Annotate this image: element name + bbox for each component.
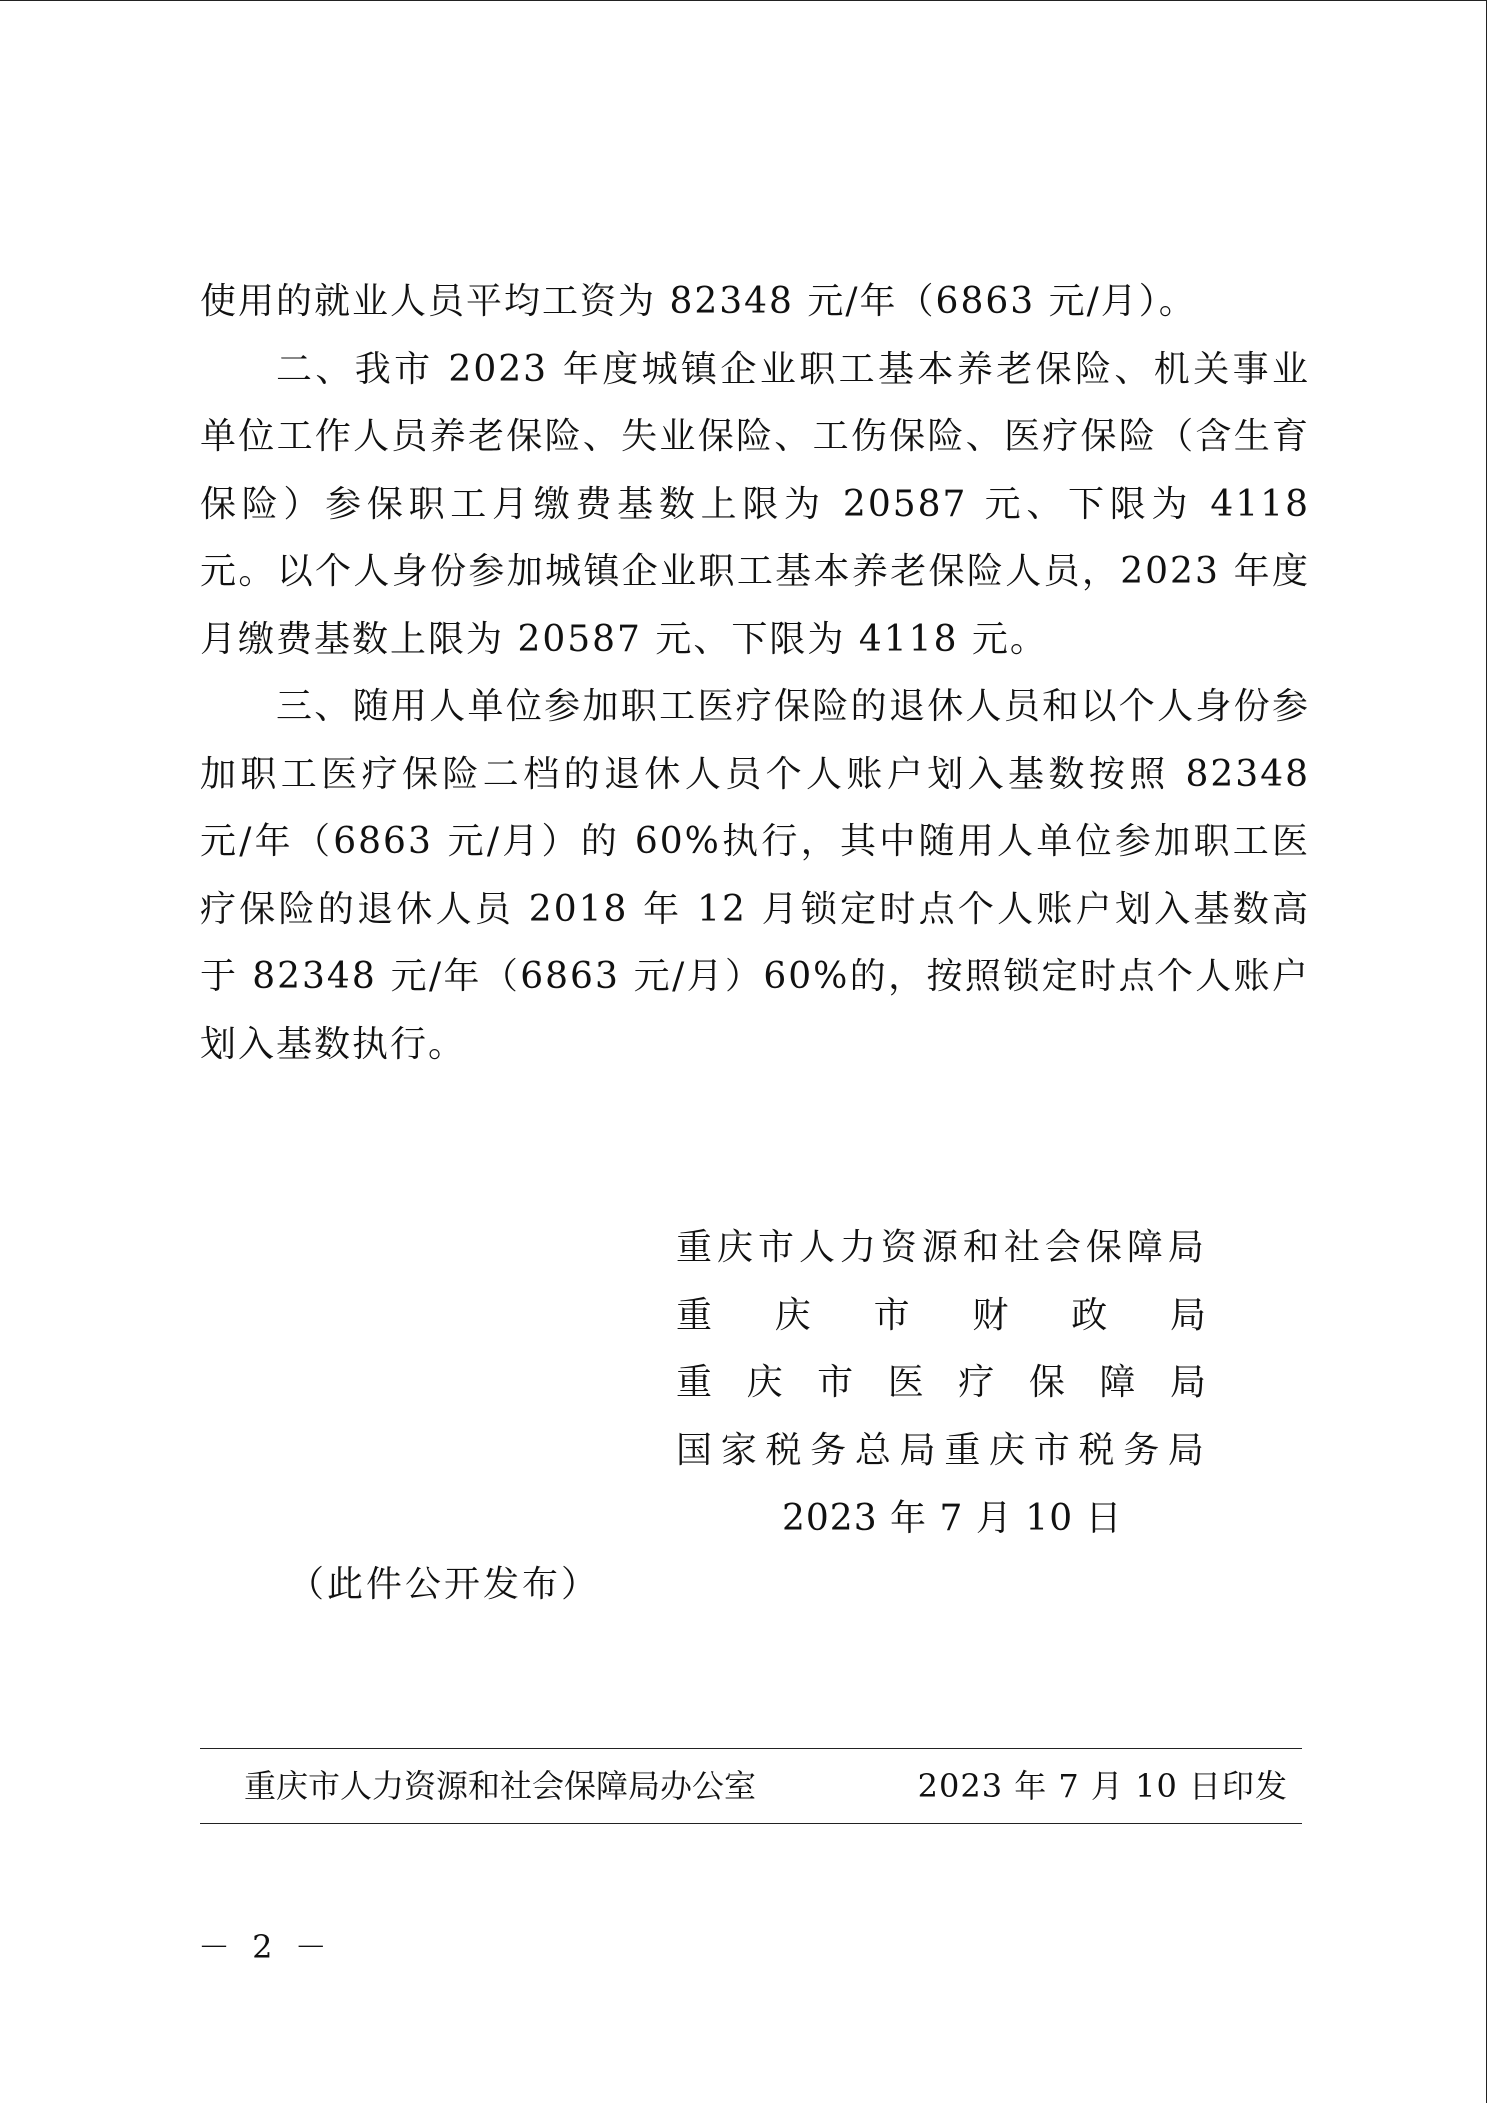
signatory-char: 局	[1169, 1294, 1206, 1336]
signatory-char: 总	[854, 1429, 893, 1471]
signatory-char: 税	[1078, 1429, 1117, 1471]
signatory-char: 重	[676, 1227, 715, 1268]
signatory-char: 市	[757, 1227, 796, 1268]
signatory-char: 市	[817, 1362, 854, 1403]
signatory-char: 家	[720, 1429, 759, 1471]
signatory-char: 局	[899, 1429, 938, 1471]
signatory-char: 资	[880, 1227, 919, 1268]
signature-block	[676, 1214, 1206, 1484]
footer-rule-bottom	[200, 1823, 1302, 1824]
signatory-char: 重	[676, 1362, 713, 1403]
page-number: － 2 －	[198, 1928, 333, 1966]
signatory-char: 政	[1071, 1294, 1108, 1336]
signatory-char: 和	[962, 1227, 1001, 1268]
signatory-char: 财	[972, 1294, 1009, 1336]
signatory-char: 庆	[774, 1294, 811, 1336]
signatory-char: 市	[873, 1294, 910, 1336]
public-release-note: （此件公开发布）	[288, 1564, 601, 1605]
signatory-char: 保	[1028, 1362, 1065, 1403]
signatory-char: 重	[944, 1429, 983, 1471]
signatory-char: 局	[1169, 1362, 1206, 1403]
signatory-char: 庆	[746, 1362, 783, 1403]
signatory-char: 医	[887, 1362, 924, 1403]
signatory-char: 会	[1044, 1227, 1083, 1268]
signatory-char: 务	[810, 1429, 849, 1471]
paragraph-item-3: 三、随用人单位参加职工医疗保险的退休人员和以个人身份参加职工医疗保险二档的退休人员个人账户划入基数按照 82348 元/年（6863 元/月）的 60%执行，其中随用人单位参加职工医疗保险的退休人员 2018 年 12 月锁定时点个人账户划入基数高于 82348 元/年（6863 元/月）60%的，按照锁定时点个人账户划入基数执行。	[200, 686, 1310, 1065]
signature-date: 2023 年 7 月 10 日	[782, 1498, 1123, 1539]
footer-issuer: 重庆市人力资源和社会保障局办公室	[244, 1767, 757, 1805]
signatory-char: 税	[765, 1429, 804, 1471]
signatory-char: 局	[1167, 1227, 1206, 1268]
signatory-char: 庆	[716, 1227, 755, 1268]
signatory-char: 社	[1003, 1227, 1042, 1268]
footer-issue-date: 2023 年 7 月 10 日印发	[917, 1767, 1288, 1805]
signatory-char: 庆	[989, 1429, 1028, 1471]
signatory-finance-bureau	[676, 1282, 1206, 1350]
signatory-char: 市	[1033, 1429, 1072, 1471]
footer-rule-top	[200, 1748, 1302, 1749]
signatory-char: 力	[839, 1227, 878, 1268]
signatory-char: 国	[676, 1429, 715, 1471]
signatory-char: 局	[1167, 1429, 1206, 1471]
signatory-char: 障	[1126, 1227, 1165, 1268]
signatory-char: 障	[1099, 1362, 1136, 1403]
signatory-char: 务	[1123, 1429, 1162, 1471]
signatory-tax-bureau	[676, 1417, 1206, 1485]
signatory-medical-security-bureau	[676, 1349, 1206, 1417]
paragraph-continuation: 使用的就业人员平均工资为 82348 元/年（6863 元/月）。	[200, 281, 1197, 322]
signatory-char: 人	[798, 1227, 837, 1268]
signatory-hrss-bureau	[676, 1214, 1206, 1282]
signatory-char: 疗	[958, 1362, 995, 1403]
signatory-char: 保	[1085, 1227, 1124, 1268]
signatory-char: 重	[676, 1294, 713, 1336]
paragraph-item-2: 二、我市 2023 年度城镇企业职工基本养老保险、机关事业单位工作人员养老保险、失业保险、工伤保险、医疗保险（含生育保险）参保职工月缴费基数上限为 20587 元、下限为 4118 元。以个人身份参加城镇企业职工基本养老保险人员，2023 年度月缴费基数上限为 20587 元、下限为 4118 元。	[200, 348, 1310, 660]
document-body	[200, 268, 1310, 1078]
signatory-char: 源	[921, 1227, 960, 1268]
